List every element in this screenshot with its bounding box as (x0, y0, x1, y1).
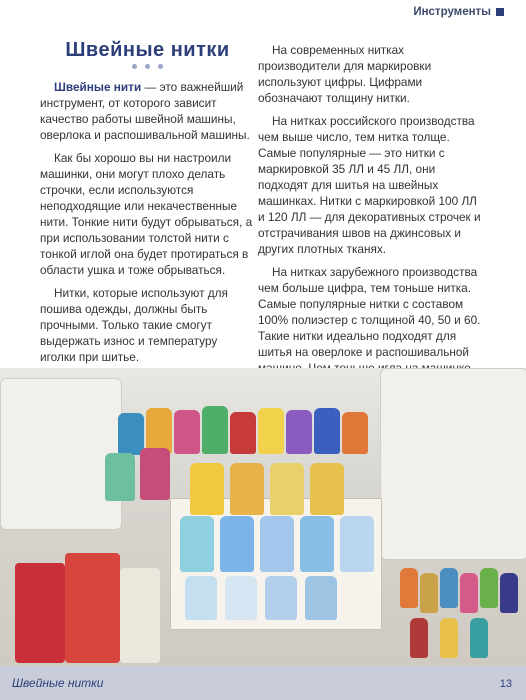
page-number: 13 (499, 678, 512, 690)
term-highlight: Швейные нити (54, 80, 142, 94)
spool (105, 453, 135, 501)
paragraph: На нитках зарубежного производства чем больше цифра, тем тоньше нитка. Самые популярные нитки с составом 100% полиэстер с толщиной 40, 50 и 60. Такие нитки идеально подходят для шитья на оверлоке и распошивальной (258, 265, 481, 359)
section-label: Инструменты (413, 6, 491, 18)
footer-label: Швейные нитки (12, 676, 104, 690)
thread-spools-photo (0, 368, 526, 666)
spool (140, 448, 170, 500)
paragraph: На современных нитках производители для маркировки используют цифры. Цифрами обозначают толщину нитки. (258, 43, 432, 105)
spool (174, 410, 200, 454)
spool (258, 408, 284, 454)
spool (460, 573, 478, 613)
spool (265, 576, 297, 620)
spool (202, 406, 228, 454)
paragraph: Как бы хорошо вы ни настроили машинки, они могут плохо делать строчки, если используются неподходящие или некачественные нити. Тонкие нити будут обрываться, а при использовании толстой нити с тонкой иглой она будет протираться в области ушка и тоже обрываться. (40, 151, 253, 277)
spool (118, 413, 144, 455)
spool (15, 563, 65, 663)
section-header (413, 6, 504, 18)
sewing-machine (380, 368, 526, 560)
spool (340, 516, 374, 572)
spool (270, 463, 304, 515)
page-title: Швейные нитки (65, 39, 230, 61)
spool (314, 408, 340, 454)
overlock-machine (0, 378, 122, 530)
spool (400, 568, 418, 608)
spool (500, 573, 518, 613)
spool (230, 412, 256, 454)
title-decoration (40, 64, 255, 69)
spool (410, 618, 428, 658)
spool (225, 576, 257, 620)
spool (180, 516, 214, 572)
spool (190, 463, 224, 515)
spool (220, 516, 254, 572)
paragraph: Нитки, которые используют для пошива одежды, должны быть прочными. Только такие смогут выдержать износ и температуру иголки при шитье. (40, 286, 228, 364)
spool (286, 410, 312, 454)
square-icon (496, 8, 504, 16)
paragraph: На нитках российского производства чем выше число, тем нитка толще. Самые популярные — это нитки с маркировкой 35 ЛЛ и 45 ЛЛ, они подходят для шитья на швейных машинках. Нитки с маркировкой 100 ЛЛ и 120 ЛЛ — для декоративных строчек и отстрачивания швов на джинсовых и других плотных тканях. (258, 114, 481, 256)
spool (342, 412, 368, 454)
spool (120, 568, 160, 663)
spool (440, 568, 458, 608)
spool (470, 618, 488, 658)
spool (185, 576, 217, 620)
spool (440, 618, 458, 658)
spool (480, 568, 498, 608)
spool (305, 576, 337, 620)
spool (260, 516, 294, 572)
spool (420, 573, 438, 613)
spool (300, 516, 334, 572)
paragraph: Швейные нити — это важнейший инструмент, от которого зависит качество работы швейной машины, оверлока и распошивальной машины. (40, 80, 250, 142)
spool (310, 463, 344, 515)
spool (65, 553, 120, 663)
spool (230, 463, 264, 515)
